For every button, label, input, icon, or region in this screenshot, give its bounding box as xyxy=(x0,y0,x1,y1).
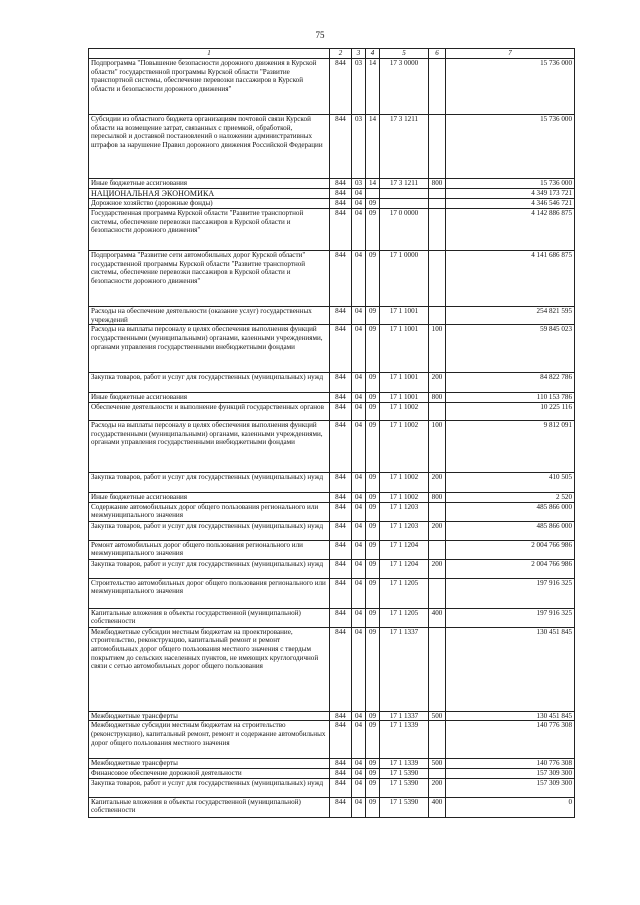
row-section-code: 04 xyxy=(352,721,366,759)
row-expense-type-code xyxy=(429,251,446,307)
table-row xyxy=(89,199,575,209)
row-target-article-code: 17 1 1204 xyxy=(380,559,429,578)
row-grbs-code: 844 xyxy=(330,759,352,769)
table-row xyxy=(89,393,575,403)
row-target-article-code: 17 3 0000 xyxy=(380,59,429,115)
row-name: Содержание автомобильных дорог общего пользования регионального или межмуниципального значения xyxy=(89,502,330,521)
row-grbs-code: 844 xyxy=(330,188,352,199)
row-subsection-code: 09 xyxy=(366,797,380,817)
table-row xyxy=(89,768,575,778)
row-subsection-code: 14 xyxy=(366,59,380,115)
row-section-code: 04 xyxy=(352,307,366,325)
table-row xyxy=(89,559,575,578)
row-name: Ремонт автомобильных дорог общего пользования регионального или межмуниципального значения xyxy=(89,540,330,559)
table-row xyxy=(89,540,575,559)
row-amount: 59 845 023 xyxy=(446,325,575,373)
row-name: Строительство автомобильных дорог общего пользования регионального или межмуниципального значения xyxy=(89,578,330,608)
row-grbs-code: 844 xyxy=(330,778,352,797)
header-col-6: 6 xyxy=(429,49,446,59)
row-amount: 157 309 300 xyxy=(446,778,575,797)
row-name: Закупка товаров, работ и услуг для государственных (муниципальных) нужд xyxy=(89,521,330,540)
row-subsection-code: 09 xyxy=(366,373,380,393)
row-grbs-code: 844 xyxy=(330,325,352,373)
row-name: Иные бюджетные ассигнования xyxy=(89,393,330,403)
row-section-code: 04 xyxy=(352,521,366,540)
row-target-article-code: 17 3 1211 xyxy=(380,115,429,179)
row-grbs-code: 844 xyxy=(330,420,352,472)
row-expense-type-code xyxy=(429,540,446,559)
table-row xyxy=(89,188,575,199)
row-name: Межбюджетные трансферты xyxy=(89,711,330,721)
table-row xyxy=(89,209,575,251)
table-row xyxy=(89,115,575,179)
row-target-article-code: 17 1 1001 xyxy=(380,307,429,325)
row-section-code: 04 xyxy=(352,768,366,778)
row-expense-type-code xyxy=(429,188,446,199)
row-grbs-code: 844 xyxy=(330,578,352,608)
row-section-code: 03 xyxy=(352,59,366,115)
row-section-code: 04 xyxy=(352,492,366,502)
row-grbs-code: 844 xyxy=(330,209,352,251)
header-col-1: 1 xyxy=(89,49,330,59)
row-amount: 485 866 000 xyxy=(446,521,575,540)
row-expense-type-code: 200 xyxy=(429,559,446,578)
row-subsection-code: 09 xyxy=(366,325,380,373)
row-subsection-code: 09 xyxy=(366,559,380,578)
row-expense-type-code xyxy=(429,59,446,115)
row-grbs-code: 844 xyxy=(330,199,352,209)
row-grbs-code: 844 xyxy=(330,627,352,711)
row-expense-type-code xyxy=(429,721,446,759)
row-expense-type-code xyxy=(429,502,446,521)
row-target-article-code: 17 1 5390 xyxy=(380,768,429,778)
row-target-article-code: 17 1 1204 xyxy=(380,540,429,559)
row-expense-type-code xyxy=(429,578,446,608)
row-grbs-code: 844 xyxy=(330,472,352,492)
row-target-article-code: 17 1 1001 xyxy=(380,373,429,393)
row-amount: 4 349 173 721 xyxy=(446,188,575,199)
row-target-article-code: 17 1 5390 xyxy=(380,797,429,817)
row-grbs-code: 844 xyxy=(330,711,352,721)
row-grbs-code: 844 xyxy=(330,502,352,521)
header-col-5: 5 xyxy=(380,49,429,59)
row-name: Закупка товаров, работ и услуг для государственных (муниципальных) нужд xyxy=(89,373,330,393)
row-section-code: 04 xyxy=(352,540,366,559)
row-amount: 110 153 786 xyxy=(446,393,575,403)
table-row xyxy=(89,759,575,769)
row-target-article-code: 17 1 1203 xyxy=(380,502,429,521)
row-subsection-code: 09 xyxy=(366,627,380,711)
row-subsection-code: 09 xyxy=(366,778,380,797)
row-amount: 410 505 xyxy=(446,472,575,492)
table-row xyxy=(89,59,575,115)
row-amount: 0 xyxy=(446,797,575,817)
row-expense-type-code: 100 xyxy=(429,420,446,472)
row-subsection-code: 09 xyxy=(366,578,380,608)
row-subsection-code: 09 xyxy=(366,402,380,420)
table-row xyxy=(89,307,575,325)
row-amount: 140 776 308 xyxy=(446,721,575,759)
row-name: Государственная программа Курской области "Развитие транспортной системы, обеспечение перевозки пассажиров в Курской области и безопасности дорожного движения" xyxy=(89,209,330,251)
row-expense-type-code xyxy=(429,199,446,209)
row-subsection-code xyxy=(366,188,380,199)
row-target-article-code: 17 3 1211 xyxy=(380,179,429,189)
row-amount: 197 916 325 xyxy=(446,608,575,627)
budget-table xyxy=(88,48,575,818)
row-grbs-code: 844 xyxy=(330,59,352,115)
row-grbs-code: 844 xyxy=(330,521,352,540)
row-subsection-code: 14 xyxy=(366,115,380,179)
row-amount: 2 004 766 986 xyxy=(446,559,575,578)
row-expense-type-code: 500 xyxy=(429,759,446,769)
table-row xyxy=(89,179,575,189)
row-name: Межбюджетные трансферты xyxy=(89,759,330,769)
row-name: Расходы на выплаты персоналу в целях обеспечения выполнения функций государственными (муниципальными) органами, казенными учреждениями, органами управления государственными внебюджетными фондами xyxy=(89,325,330,373)
row-section-code: 03 xyxy=(352,115,366,179)
row-grbs-code: 844 xyxy=(330,768,352,778)
table-row xyxy=(89,778,575,797)
table-header xyxy=(89,49,575,59)
row-grbs-code: 844 xyxy=(330,540,352,559)
row-expense-type-code: 800 xyxy=(429,393,446,403)
table-row xyxy=(89,492,575,502)
row-grbs-code: 844 xyxy=(330,393,352,403)
row-grbs-code: 844 xyxy=(330,115,352,179)
row-amount: 130 451 845 xyxy=(446,627,575,711)
row-target-article-code: 17 1 1337 xyxy=(380,711,429,721)
row-section-code: 04 xyxy=(352,199,366,209)
row-expense-type-code: 400 xyxy=(429,797,446,817)
row-expense-type-code: 400 xyxy=(429,608,446,627)
row-target-article-code: 17 1 1002 xyxy=(380,402,429,420)
table-row xyxy=(89,578,575,608)
row-target-article-code: 17 1 1001 xyxy=(380,393,429,403)
row-subsection-code: 09 xyxy=(366,307,380,325)
row-subsection-code: 09 xyxy=(366,721,380,759)
row-name: Подпрограмма "Развитие сети автомобильных дорог Курской области" государственной программы Курской области "Развитие транспортной системы, обеспечение перевозки пассажиров в Курской области и безопасности дорожного движения" xyxy=(89,251,330,307)
row-section-code: 04 xyxy=(352,420,366,472)
table-row xyxy=(89,627,575,711)
row-expense-type-code xyxy=(429,115,446,179)
row-subsection-code: 09 xyxy=(366,540,380,559)
row-expense-type-code: 500 xyxy=(429,711,446,721)
row-name: Субсидии из областного бюджета организациям почтовой связи Курской области на возмещение затрат, связанных с приемкой, обработкой, пересылкой и доставкой постановлений о наложении административных штрафов за нарушение Правил дорожного движения Российской Федерации xyxy=(89,115,330,179)
row-amount: 9 812 091 xyxy=(446,420,575,472)
row-subsection-code: 09 xyxy=(366,199,380,209)
row-expense-type-code: 200 xyxy=(429,472,446,492)
row-subsection-code: 09 xyxy=(366,608,380,627)
row-target-article-code xyxy=(380,199,429,209)
row-name: Межбюджетные субсидии местным бюджетам на проектирование, строительство, реконструкцию, капитальный ремонт и ремонт автомобильных дорог общего пользования местного значения с твердым покрытием до сельских населенных пунктов, не имеющих круглогодичной связи с сетью автомобильных дорог общего пользования xyxy=(89,627,330,711)
row-section-code: 04 xyxy=(352,502,366,521)
row-expense-type-code: 200 xyxy=(429,778,446,797)
table-row xyxy=(89,711,575,721)
row-name: Финансовое обеспечение дорожной деятельности xyxy=(89,768,330,778)
row-grbs-code: 844 xyxy=(330,559,352,578)
row-name: Закупка товаров, работ и услуг для государственных (муниципальных) нужд xyxy=(89,778,330,797)
row-expense-type-code: 800 xyxy=(429,179,446,189)
row-amount: 10 225 116 xyxy=(446,402,575,420)
row-subsection-code: 09 xyxy=(366,521,380,540)
row-section-code: 04 xyxy=(352,559,366,578)
row-target-article-code: 17 1 5390 xyxy=(380,778,429,797)
row-section-code: 04 xyxy=(352,578,366,608)
row-name: Подпрограмма "Повышение безопасности дорожного движения в Курской области" государственной программы Курской области "Развитие транспортной системы, обеспечение перевозки пассажиров в Курской области и безопасности дорожного движения" xyxy=(89,59,330,115)
row-subsection-code: 09 xyxy=(366,393,380,403)
row-expense-type-code: 800 xyxy=(429,492,446,502)
row-target-article-code: 17 1 1002 xyxy=(380,492,429,502)
row-amount: 4 141 686 875 xyxy=(446,251,575,307)
row-target-article-code: 17 0 0000 xyxy=(380,209,429,251)
table-row xyxy=(89,251,575,307)
row-subsection-code: 09 xyxy=(366,492,380,502)
header-col-2: 2 xyxy=(330,49,352,59)
row-subsection-code: 14 xyxy=(366,179,380,189)
row-target-article-code: 17 1 1002 xyxy=(380,420,429,472)
table-row xyxy=(89,373,575,393)
row-grbs-code: 844 xyxy=(330,608,352,627)
header-col-7: 7 xyxy=(446,49,575,59)
row-grbs-code: 844 xyxy=(330,251,352,307)
row-target-article-code: 17 1 1339 xyxy=(380,721,429,759)
table-row xyxy=(89,325,575,373)
table-row xyxy=(89,521,575,540)
row-expense-type-code: 200 xyxy=(429,373,446,393)
row-name: Капитальные вложения в объекты государственной (муниципальной) собственности xyxy=(89,608,330,627)
row-amount: 2 004 766 986 xyxy=(446,540,575,559)
row-expense-type-code xyxy=(429,209,446,251)
row-section-code: 04 xyxy=(352,778,366,797)
row-amount: 140 776 308 xyxy=(446,759,575,769)
row-grbs-code: 844 xyxy=(330,179,352,189)
row-section-code: 04 xyxy=(352,251,366,307)
row-section-code: 04 xyxy=(352,402,366,420)
row-amount: 2 520 xyxy=(446,492,575,502)
row-grbs-code: 844 xyxy=(330,402,352,420)
row-name: НАЦИОНАЛЬНАЯ ЭКОНОМИКА xyxy=(89,188,330,199)
row-name: Капитальные вложения в объекты государственной (муниципальной) собственности xyxy=(89,797,330,817)
row-expense-type-code: 100 xyxy=(429,325,446,373)
row-target-article-code: 17 1 0000 xyxy=(380,251,429,307)
row-grbs-code: 844 xyxy=(330,492,352,502)
row-section-code: 04 xyxy=(352,373,366,393)
table-body xyxy=(89,59,575,818)
row-amount: 84 822 786 xyxy=(446,373,575,393)
row-section-code: 04 xyxy=(352,188,366,199)
row-grbs-code: 844 xyxy=(330,373,352,393)
row-amount: 15 736 000 xyxy=(446,115,575,179)
row-target-article-code: 17 1 1339 xyxy=(380,759,429,769)
row-section-code: 04 xyxy=(352,627,366,711)
row-name: Расходы на обеспечение деятельности (оказание услуг) государственных учреждений xyxy=(89,307,330,325)
row-section-code: 04 xyxy=(352,209,366,251)
row-grbs-code: 844 xyxy=(330,721,352,759)
row-expense-type-code xyxy=(429,402,446,420)
row-section-code: 04 xyxy=(352,797,366,817)
row-target-article-code xyxy=(380,188,429,199)
row-subsection-code: 09 xyxy=(366,711,380,721)
row-name: Расходы на выплаты персоналу в целях обеспечения выполнения функций государственными (муниципальными) органами, казенными учреждениями, органами управления государственными внебюджетными фондами xyxy=(89,420,330,472)
table-row xyxy=(89,502,575,521)
row-subsection-code: 09 xyxy=(366,251,380,307)
row-section-code: 03 xyxy=(352,179,366,189)
row-subsection-code: 09 xyxy=(366,768,380,778)
row-name: Иные бюджетные ассигнования xyxy=(89,492,330,502)
row-grbs-code: 844 xyxy=(330,307,352,325)
table-row xyxy=(89,608,575,627)
row-section-code: 04 xyxy=(352,393,366,403)
row-amount: 4 142 886 875 xyxy=(446,209,575,251)
row-target-article-code: 17 1 1001 xyxy=(380,325,429,373)
row-amount: 254 821 595 xyxy=(446,307,575,325)
row-section-code: 04 xyxy=(352,472,366,492)
row-name: Обеспечение деятельности и выполнение функций государственных органов xyxy=(89,402,330,420)
header-col-3: 3 xyxy=(352,49,366,59)
row-subsection-code: 09 xyxy=(366,420,380,472)
table-row xyxy=(89,402,575,420)
row-amount: 4 346 546 721 xyxy=(446,199,575,209)
row-target-article-code: 17 1 1002 xyxy=(380,472,429,492)
row-target-article-code: 17 1 1203 xyxy=(380,521,429,540)
row-grbs-code: 844 xyxy=(330,797,352,817)
header-col-4: 4 xyxy=(366,49,380,59)
row-target-article-code: 17 1 1205 xyxy=(380,578,429,608)
row-name: Закупка товаров, работ и услуг для государственных (муниципальных) нужд xyxy=(89,559,330,578)
row-subsection-code: 09 xyxy=(366,472,380,492)
row-expense-type-code xyxy=(429,307,446,325)
row-name: Дорожное хозяйство (дорожные фонды) xyxy=(89,199,330,209)
row-subsection-code: 09 xyxy=(366,502,380,521)
row-expense-type-code: 200 xyxy=(429,521,446,540)
row-subsection-code: 09 xyxy=(366,759,380,769)
row-section-code: 04 xyxy=(352,759,366,769)
table-row xyxy=(89,721,575,759)
row-section-code: 04 xyxy=(352,711,366,721)
table-row xyxy=(89,472,575,492)
row-expense-type-code xyxy=(429,627,446,711)
row-name: Межбюджетные субсидии местным бюджетам на строительство (реконструкцию), капитальный ремонт, ремонт и содержание автомобильных дорог общего пользования местного значения xyxy=(89,721,330,759)
row-amount: 15 736 000 xyxy=(446,179,575,189)
row-name: Иные бюджетные ассигнования xyxy=(89,179,330,189)
row-amount: 157 309 300 xyxy=(446,768,575,778)
row-name: Закупка товаров, работ и услуг для государственных (муниципальных) нужд xyxy=(89,472,330,492)
row-target-article-code: 17 1 1205 xyxy=(380,608,429,627)
row-section-code: 04 xyxy=(352,325,366,373)
row-amount: 197 916 325 xyxy=(446,578,575,608)
header-row xyxy=(89,49,575,59)
row-amount: 485 866 000 xyxy=(446,502,575,521)
row-target-article-code: 17 1 1337 xyxy=(380,627,429,711)
row-subsection-code: 09 xyxy=(366,209,380,251)
table-row xyxy=(89,797,575,817)
page-number: 75 xyxy=(315,30,325,40)
row-amount: 15 736 000 xyxy=(446,59,575,115)
table-row xyxy=(89,420,575,472)
row-amount: 130 451 845 xyxy=(446,711,575,721)
row-expense-type-code xyxy=(429,768,446,778)
row-section-code: 04 xyxy=(352,608,366,627)
